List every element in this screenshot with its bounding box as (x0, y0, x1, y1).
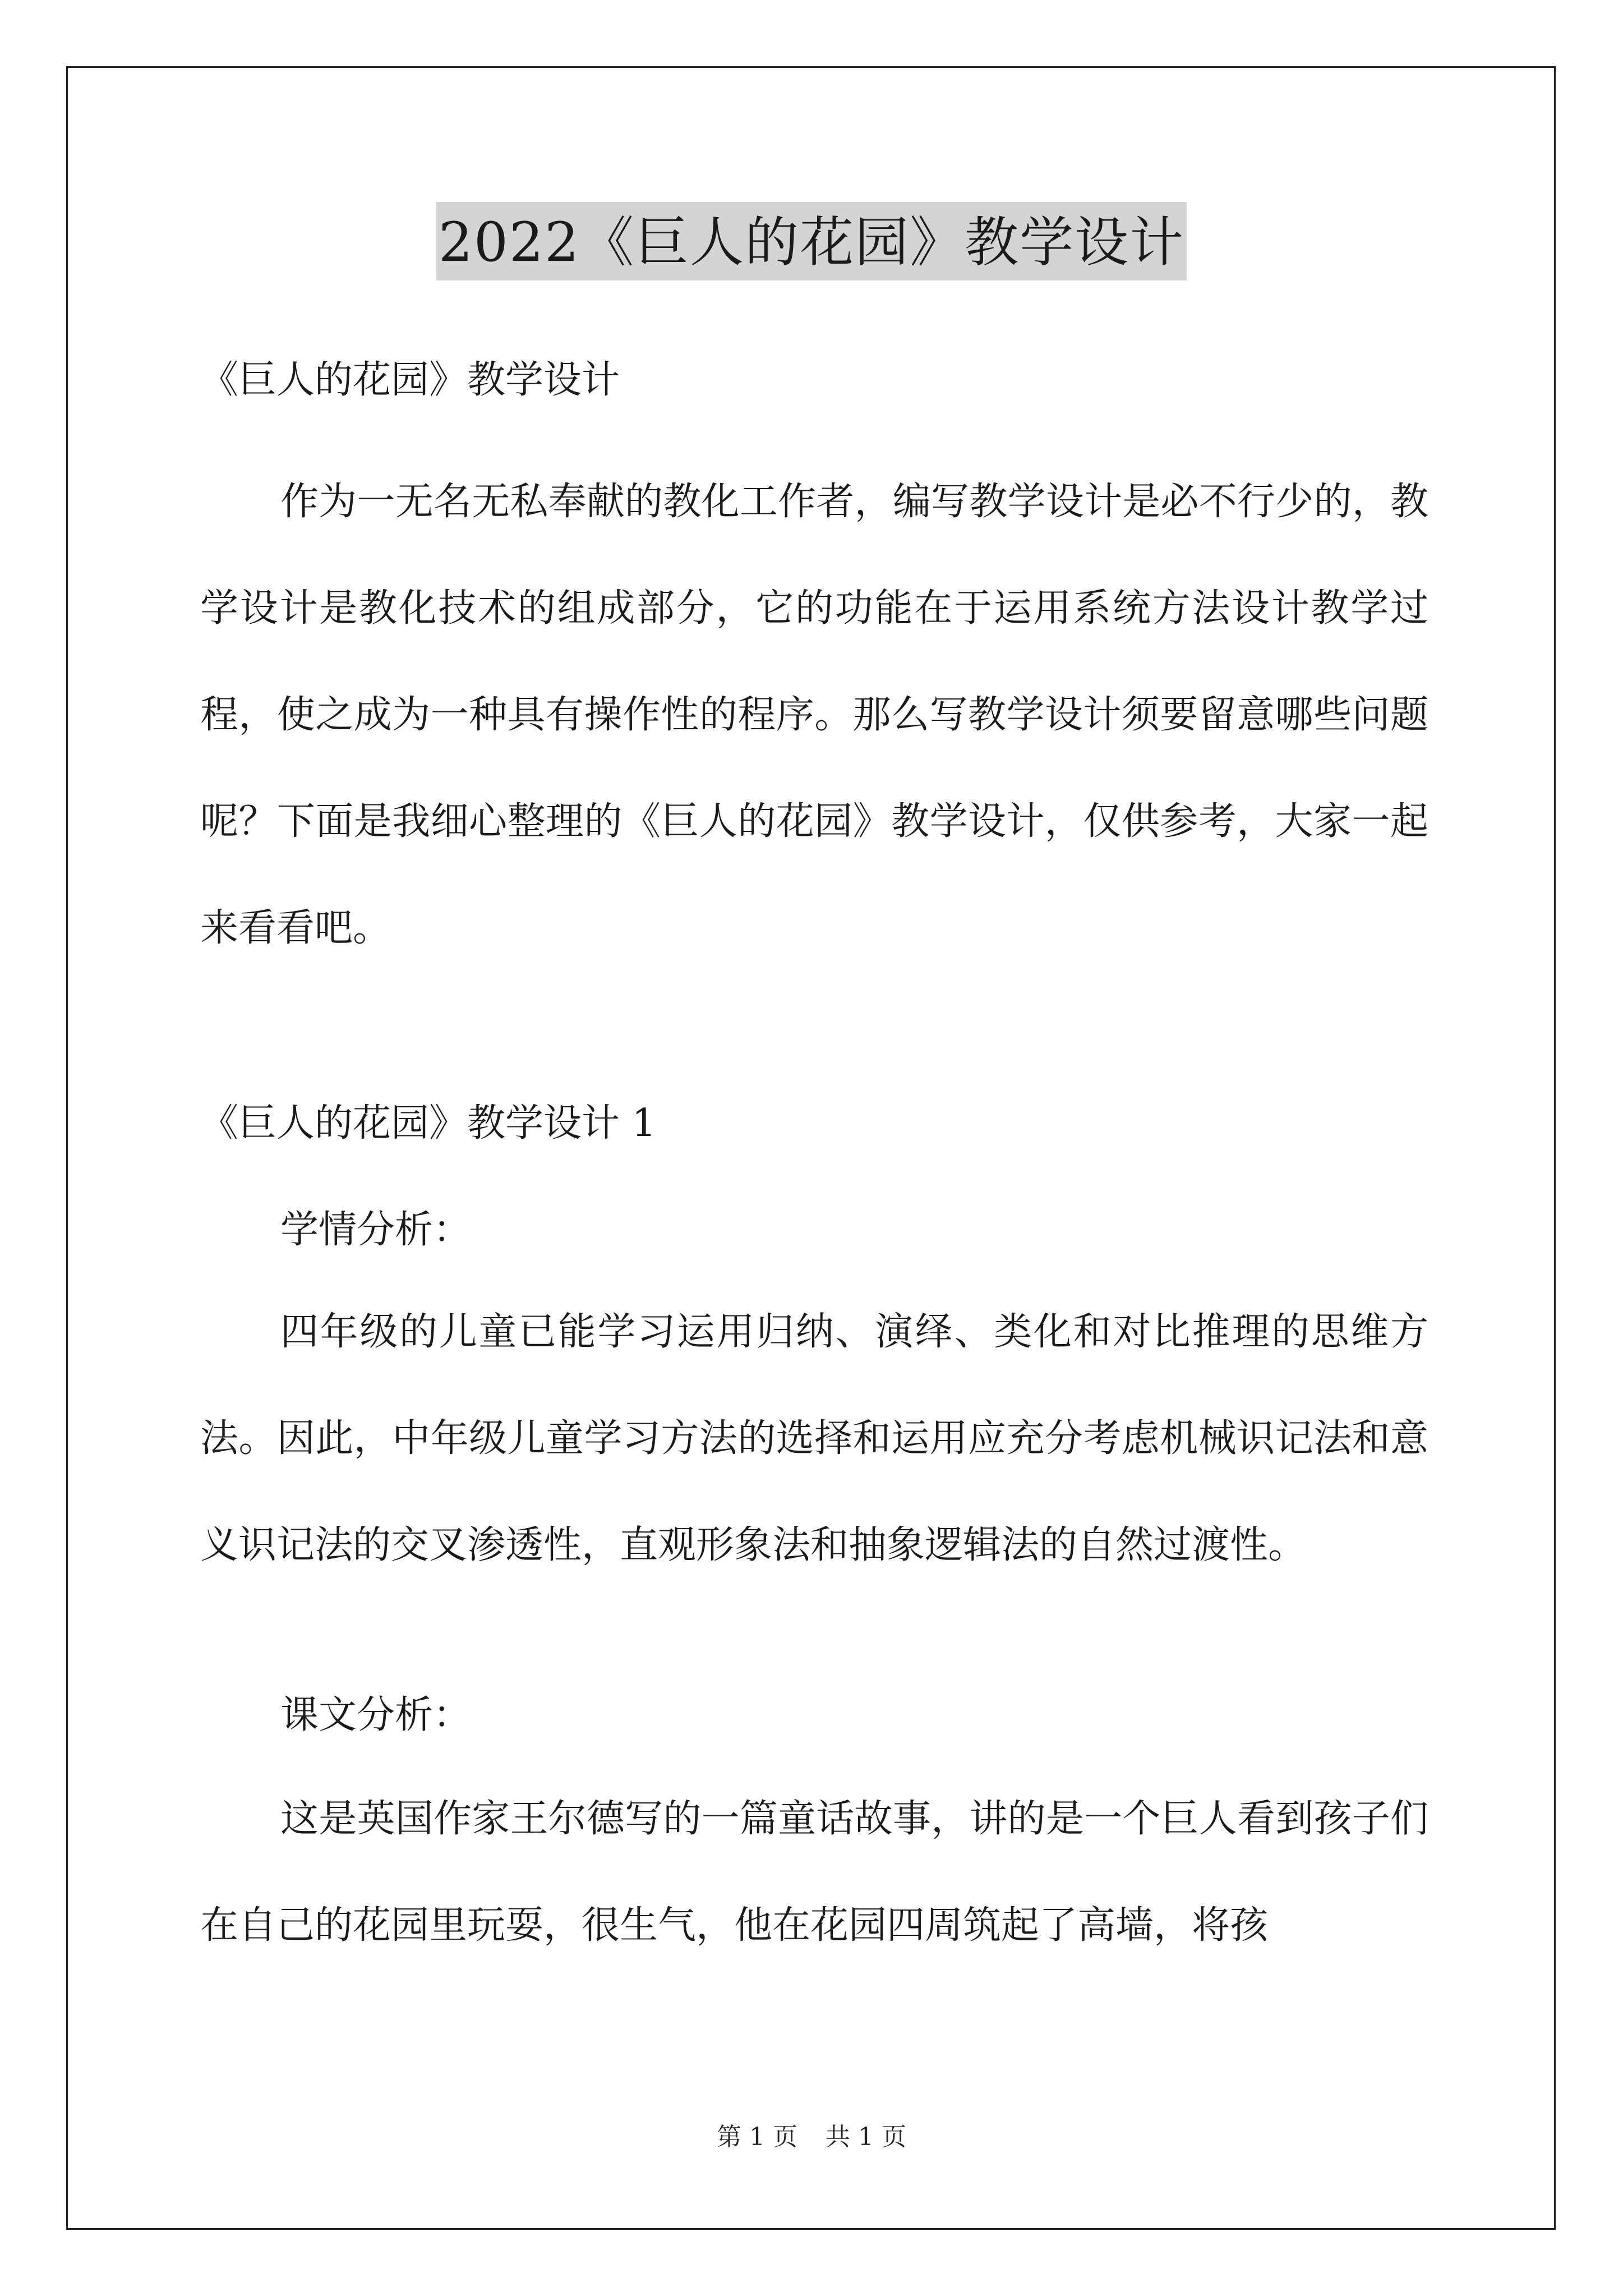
section-heading: 《巨人的花园》教学设计 1 (200, 1101, 656, 1145)
analysis-label: 学情分析： (280, 1208, 472, 1252)
document-title-text: 2022《巨人的花园》教学设计 (436, 202, 1187, 280)
analysis-paragraph: 四年级的儿童已能学习运用归纳、演绎、类化和对比推理的思维方法。因此，中年级儿童学习方法的选择和运用应充分考虑机械识记法和意义识记法的交叉渗透性，直观形象法和抽象逻辑法的自然过渡性。 (200, 1310, 1428, 1567)
intro-paragraph: 作为一无名无私奉献的教化工作者，编写教学设计是必不行少的，教学设计是教化技术的组成部分，它的功能在于运用系统方法设计教学过程，使之成为一种具有操作性的程序。那么写教学设计须要留意哪些问题呢？下面是我细心整理的《巨人的花园》教学设计，仅供参考，大家一起来看看吧。 (200, 480, 1428, 950)
page-total: 共 1 页 (826, 2123, 906, 2151)
document-title (0, 202, 1623, 280)
page-number: 第 1 页 (717, 2123, 797, 2151)
text-analysis-paragraph: 这是英国作家王尔德写的一篇童话故事，讲的是一个巨人看到孩子们在自己的花园里玩耍，很生气，他在花园四周筑起了高墙，将孩 (200, 1797, 1428, 1948)
document-subtitle: 《巨人的花园》教学设计 (200, 358, 620, 402)
page-footer (0, 2120, 1623, 2154)
text-analysis-label: 课文分析： (280, 1693, 472, 1737)
